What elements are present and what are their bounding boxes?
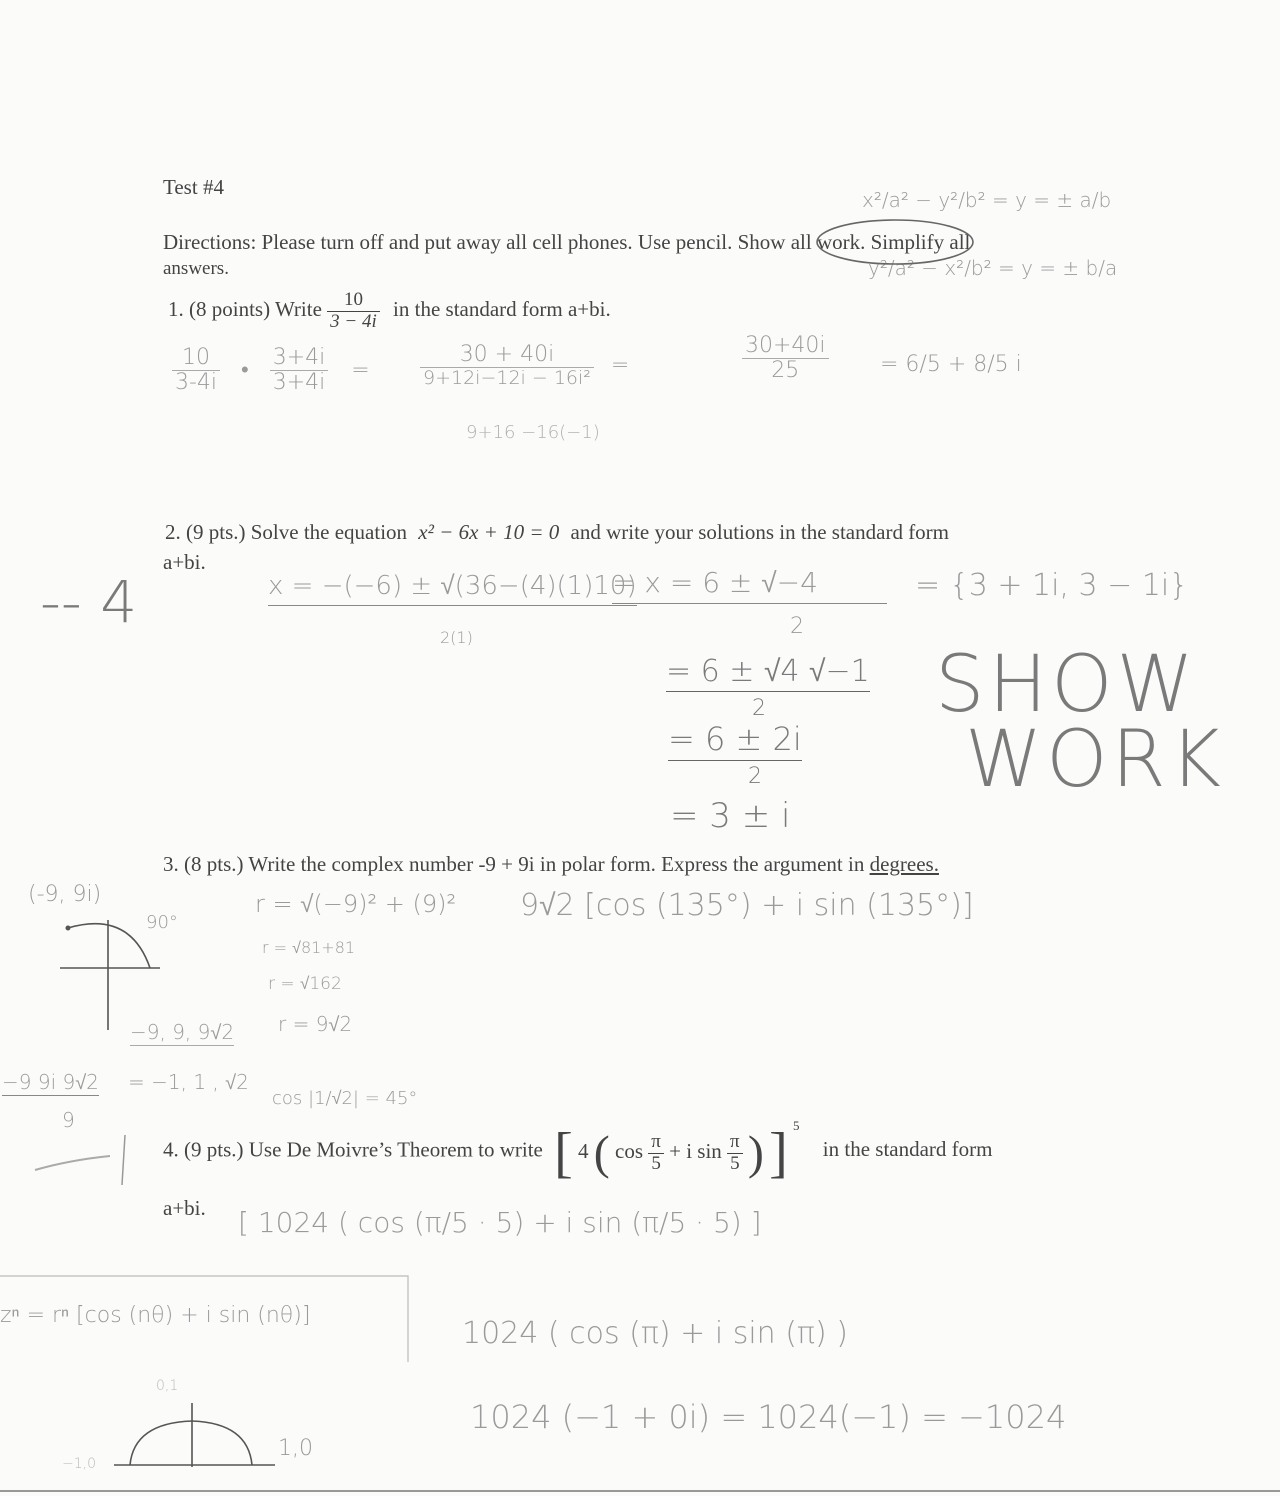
q2-score: -- 4	[40, 568, 138, 636]
q1-step1	[172, 346, 386, 395]
margin-note-1: x²/a² − y²/b² = y = ± a/b	[862, 188, 1112, 212]
directions-cont: answers.	[163, 258, 229, 279]
q1-step1-den: 3-4i	[175, 370, 218, 396]
question-1	[168, 290, 611, 333]
equals-icon: =	[610, 353, 630, 379]
q4-plus-isin: + i sin	[669, 1139, 722, 1163]
q2-line2: = x = 6 ± √−4	[612, 566, 887, 604]
q4-frac-2	[727, 1132, 743, 1175]
q1-step2-num: 3+4i	[270, 346, 329, 371]
q3-text-b: degrees.	[869, 852, 939, 876]
test-title: Test #4	[163, 175, 224, 199]
q1-fraction	[327, 290, 380, 333]
q1-suffix: in the standard form a+bi.	[393, 297, 611, 322]
q4-sketch-right-label: 1,0	[278, 1436, 313, 1461]
q4-suffix: in the standard form	[822, 1137, 993, 1162]
q3-work3: cos |1/√2| = 45°	[272, 1088, 418, 1109]
q4-sketch-top-label: 0,1	[156, 1378, 179, 1394]
q4-bracket-open: [	[554, 1122, 573, 1185]
q4-step3: 1024 (−1 + 0i) = 1024(−1) = −1024	[470, 1398, 1067, 1436]
page-bottom-edge	[0, 1490, 1280, 1492]
q2-equation: x² − 6x + 10 = 0	[418, 520, 560, 544]
q1-step4-den: 25	[771, 358, 800, 384]
q3-axes-sketch	[50, 900, 180, 1040]
q3-r1: r = √(−9)² + (9)²	[255, 890, 457, 918]
q1-step1-num: 10	[172, 346, 220, 371]
q4-paren-open: (	[593, 1126, 610, 1180]
q2-comment-show: SHOW	[935, 640, 1198, 730]
q1-step3-sub: 9+16 −16(−1)	[466, 422, 600, 443]
question-4-line2: a+bi.	[163, 1196, 206, 1220]
q4-step1: [ 1024 ( cos (π/5 · 5) + i sin (π/5 · 5) ]	[238, 1206, 762, 1239]
q3-work2: −9 9i 9√2	[2, 1070, 99, 1094]
q4-exponent: 5	[793, 1118, 800, 1133]
directions: Directions: Please turn off and put away all cell phones. Use pencil. Show all work. Simplify all	[163, 230, 971, 254]
q1-prefix: 1. (8 points) Write	[168, 297, 322, 322]
q3-work2-den: 9	[62, 1108, 75, 1132]
q2-line4-den: 2	[748, 764, 762, 789]
q2-line1: x = −(−6) ± √(36−(4)(1)10)	[268, 570, 637, 606]
q1-denominator: 3 − 4i	[330, 310, 377, 332]
q2-line1-b: and write your solutions in the standard form	[570, 520, 950, 544]
question-3	[163, 852, 939, 877]
q4-frac-1	[648, 1132, 664, 1175]
margin-tick-mark	[30, 1130, 140, 1190]
q1-step2-den: 3+4i	[272, 370, 326, 396]
q4-five-2: 5	[730, 1152, 740, 1174]
q3-text-a: 3. (8 pts.) Write the complex number -9 + 9i in polar form. Express the argument in	[163, 852, 865, 876]
q4-unit-circle-sketch	[110, 1395, 280, 1475]
q4-step2: 1024 ( cos (π) + i sin (π) )	[462, 1316, 848, 1351]
q2-line5: = 3 ± i	[670, 796, 791, 836]
dot-operator-icon: •	[241, 357, 249, 383]
q3-answer: 9√2 [cos (135°) + i sin (135°)]	[520, 888, 974, 923]
q4-pi-2: π	[727, 1132, 743, 1154]
q4-pi-1: π	[648, 1132, 664, 1154]
q4-bracket-close: ]	[769, 1122, 788, 1185]
q1-step3	[420, 343, 629, 389]
q1-numerator: 10	[327, 290, 380, 312]
q1-step3-den: 9+12i−12i − 16i²	[423, 367, 591, 390]
q2-line3: = 6 ± √4 √−1	[666, 654, 870, 692]
q2-line1-a: 2. (9 pts.) Solve the equation	[165, 520, 408, 544]
question-4	[163, 1118, 992, 1185]
q3-r2: r = √81+81	[262, 938, 356, 957]
q2-line1-den: 2(1)	[440, 628, 473, 647]
q4-coef: 4	[578, 1139, 589, 1163]
q4-five-1: 5	[651, 1152, 661, 1174]
q2-solution-set: = {3 + 1i, 3 − 1i}	[915, 568, 1189, 603]
q2-comment-work: WORK	[965, 715, 1225, 805]
q1-step4	[742, 334, 829, 383]
q4-formula: zⁿ = rⁿ [cos (nθ) + i sin (nθ)]	[0, 1303, 311, 1328]
q4-prefix: 4. (9 pts.) Use De Moivre’s Theorem to write	[163, 1137, 543, 1162]
q2-line4: = 6 ± 2i	[668, 720, 802, 761]
q2-line3-den: 2	[752, 696, 766, 721]
q3-r4: r = 9√2	[278, 1012, 353, 1036]
q4-cos: cos	[615, 1139, 644, 1163]
q3-work2b: = −1, 1 , √2	[128, 1070, 249, 1094]
q2-line2-den: 2	[790, 614, 804, 639]
circle-show-all-work	[810, 212, 980, 272]
q1-step3-num: 30 + 40i	[420, 343, 594, 368]
q4-expression	[554, 1118, 799, 1185]
margin-note-2: y²/a² − x²/b² = y = ± b/a	[868, 256, 1118, 280]
q4-formula-box	[0, 1274, 412, 1364]
question-2-line2: a+bi.	[163, 550, 206, 574]
q1-step4-num: 30+40i	[742, 334, 829, 359]
q4-paren-close: )	[747, 1126, 764, 1180]
q3-r3: r = √162	[268, 974, 342, 994]
q3-angle-label: 90°	[146, 912, 178, 933]
q3-point-label: (-9, 9i)	[28, 882, 102, 907]
question-2-line1	[165, 520, 949, 545]
equals-icon: =	[351, 357, 370, 383]
q4-sketch-left-label: −1,0	[62, 1456, 96, 1472]
q1-answer: = 6/5 + 8/5 i	[880, 352, 1022, 377]
q3-work1: −9, 9, 9√2	[130, 1020, 235, 1044]
